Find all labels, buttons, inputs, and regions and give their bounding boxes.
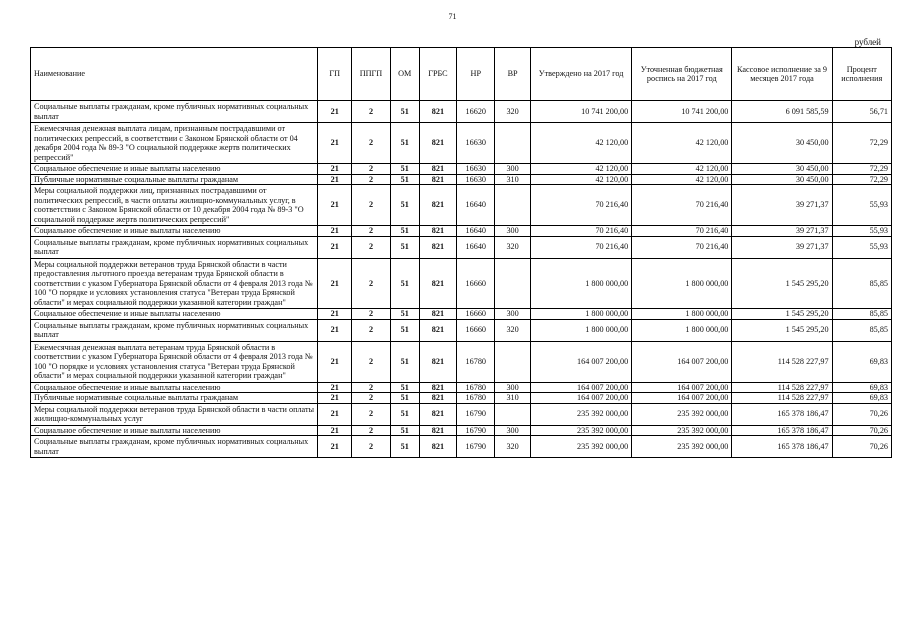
cell-cash: 114 528 227,97: [732, 393, 832, 404]
cell-name: Социальные выплаты гражданам, кроме публичных нормативных социальных выплат: [31, 101, 318, 123]
cell-ppgp: 2: [352, 226, 391, 237]
cell-name: Социальное обеспечение и иные выплаты населению: [31, 382, 318, 393]
cell-vr: 300: [495, 425, 531, 436]
cell-vr: [495, 123, 531, 164]
cell-cash: 30 450,00: [732, 174, 832, 185]
cell-cash: 114 528 227,97: [732, 341, 832, 382]
cell-name: Публичные нормативные социальные выплаты гражданам: [31, 174, 318, 185]
cell-percent: 69,83: [832, 382, 891, 393]
cell-grbs: 821: [419, 319, 457, 341]
cell-grbs: 821: [419, 236, 457, 258]
table-row: [31, 425, 892, 436]
cell-percent: 70,26: [832, 425, 891, 436]
cell-om: 51: [390, 123, 419, 164]
cell-om: 51: [390, 341, 419, 382]
cell-ppgp: 2: [352, 319, 391, 341]
cell-np: 16780: [457, 393, 495, 404]
cell-cash: 165 378 186,47: [732, 436, 832, 458]
cell-percent: 56,71: [832, 101, 891, 123]
cell-om: 51: [390, 174, 419, 185]
cell-om: 51: [390, 425, 419, 436]
cell-gp: 21: [318, 174, 352, 185]
budget-execution-table: [30, 47, 892, 458]
cell-np: 16790: [457, 403, 495, 425]
cell-approved: 42 120,00: [530, 164, 631, 175]
cell-grbs: 821: [419, 185, 457, 226]
cell-ppgp: 2: [352, 309, 391, 320]
cell-approved: 42 120,00: [530, 123, 631, 164]
cell-gp: 21: [318, 425, 352, 436]
cell-vr: 320: [495, 101, 531, 123]
cell-percent: 55,93: [832, 236, 891, 258]
cell-gp: 21: [318, 226, 352, 237]
header-om: ОМ: [390, 48, 419, 101]
cell-percent: 55,93: [832, 185, 891, 226]
cell-om: 51: [390, 236, 419, 258]
cell-cash: 1 545 295,20: [732, 319, 832, 341]
cell-refined: 70 216,40: [632, 226, 732, 237]
cell-om: 51: [390, 185, 419, 226]
header-cash: Кассовое исполнение за 9 месяцев 2017 года: [732, 48, 832, 101]
cell-np: 16660: [457, 258, 495, 309]
cell-np: 16780: [457, 382, 495, 393]
table-row: [31, 123, 892, 164]
header-ppgp: ППГП: [352, 48, 391, 101]
cell-gp: 21: [318, 164, 352, 175]
cell-refined: 10 741 200,00: [632, 101, 732, 123]
cell-ppgp: 2: [352, 185, 391, 226]
table-row: [31, 393, 892, 404]
cell-name: Меры социальной поддержки ветеранов труда Брянской области в части предоставления льготного проезда ветеранам труда Брянской области в соответствии с указом Губернатора Брянской области от 4 февраля 2013 года № 100 "О порядке и условиях установления статуса "Ветеран труда Брянской области" и мерах социальной поддержки указанной категории граждан": [31, 258, 318, 309]
cell-vr: [495, 403, 531, 425]
cell-refined: 235 392 000,00: [632, 436, 732, 458]
cell-np: 16640: [457, 226, 495, 237]
cell-np: 16780: [457, 341, 495, 382]
table-row: [31, 258, 892, 309]
cell-vr: 300: [495, 309, 531, 320]
cell-name: Социальные выплаты гражданам, кроме публичных нормативных социальных выплат: [31, 236, 318, 258]
cell-grbs: 821: [419, 425, 457, 436]
cell-name: Социальные выплаты гражданам, кроме публичных нормативных социальных выплат: [31, 436, 318, 458]
cell-grbs: 821: [419, 174, 457, 185]
cell-gp: 21: [318, 185, 352, 226]
cell-cash: 6 091 585,59: [732, 101, 832, 123]
cell-gp: 21: [318, 123, 352, 164]
budget-table-container: [30, 47, 892, 458]
cell-name: Меры социальной поддержки лиц, признанных пострадавшими от политических репрессий, в части оплаты жилищно-коммунальных услуг, в соответствии с Законом Брянской области от 10 декабря 2004 года № 89-3 "О социальной поддержке жертв политических репрессий": [31, 185, 318, 226]
header-approved: Утверждено на 2017 год: [530, 48, 631, 101]
cell-vr: 300: [495, 226, 531, 237]
cell-ppgp: 2: [352, 258, 391, 309]
cell-vr: 320: [495, 236, 531, 258]
cell-percent: 72,29: [832, 123, 891, 164]
cell-grbs: 821: [419, 436, 457, 458]
cell-vr: [495, 258, 531, 309]
cell-gp: 21: [318, 393, 352, 404]
cell-ppgp: 2: [352, 164, 391, 175]
cell-name: Ежемесячная денежная выплата лицам, признанным пострадавшими от политических репрессий, в соответствии с Законом Брянской области от 04 декабря 2004 года № 89-3 "О социальной поддержке жертв политических репрессий": [31, 123, 318, 164]
cell-vr: [495, 341, 531, 382]
table-row: [31, 382, 892, 393]
cell-np: 16630: [457, 164, 495, 175]
cell-cash: 39 271,37: [732, 226, 832, 237]
cell-refined: 42 120,00: [632, 123, 732, 164]
cell-name: Социальное обеспечение и иные выплаты населению: [31, 164, 318, 175]
cell-np: 16660: [457, 319, 495, 341]
cell-om: 51: [390, 226, 419, 237]
cell-np: 16640: [457, 185, 495, 226]
cell-grbs: 821: [419, 382, 457, 393]
cell-name: Социальное обеспечение и иные выплаты населению: [31, 309, 318, 320]
cell-vr: 300: [495, 382, 531, 393]
table-row: [31, 226, 892, 237]
cell-percent: 85,85: [832, 258, 891, 309]
cell-ppgp: 2: [352, 236, 391, 258]
cell-percent: 55,93: [832, 226, 891, 237]
cell-gp: 21: [318, 403, 352, 425]
cell-grbs: 821: [419, 309, 457, 320]
table-row: [31, 403, 892, 425]
cell-name: Ежемесячная денежная выплата ветеранам труда Брянской области в соответствии с указом Губернатора Брянской области от 4 февраля 2013 года № 100 "О порядке и условиях установления статуса "Ветеран труда Брянской области" и мерах социальной поддержки указанной категории граждан": [31, 341, 318, 382]
cell-cash: 39 271,37: [732, 185, 832, 226]
page-number: 71: [448, 12, 457, 21]
cell-grbs: 821: [419, 403, 457, 425]
header-gp: ГП: [318, 48, 352, 101]
cell-refined: 1 800 000,00: [632, 309, 732, 320]
cell-grbs: 821: [419, 258, 457, 309]
cell-om: 51: [390, 436, 419, 458]
cell-approved: 1 800 000,00: [530, 258, 631, 309]
header-row: [31, 48, 892, 101]
table-row: [31, 174, 892, 185]
cell-ppgp: 2: [352, 425, 391, 436]
cell-gp: 21: [318, 341, 352, 382]
cell-cash: 114 528 227,97: [732, 382, 832, 393]
table-row: [31, 236, 892, 258]
cell-om: 51: [390, 403, 419, 425]
cell-ppgp: 2: [352, 101, 391, 123]
cell-name: Социальное обеспечение и иные выплаты населению: [31, 425, 318, 436]
cell-percent: 70,26: [832, 403, 891, 425]
cell-vr: [495, 185, 531, 226]
cell-refined: 70 216,40: [632, 236, 732, 258]
cell-approved: 235 392 000,00: [530, 436, 631, 458]
cell-name: Публичные нормативные социальные выплаты гражданам: [31, 393, 318, 404]
cell-vr: 300: [495, 164, 531, 175]
cell-np: 16630: [457, 174, 495, 185]
cell-vr: 310: [495, 393, 531, 404]
cell-refined: 1 800 000,00: [632, 319, 732, 341]
cell-np: 16640: [457, 236, 495, 258]
cell-grbs: 821: [419, 164, 457, 175]
cell-gp: 21: [318, 319, 352, 341]
cell-ppgp: 2: [352, 393, 391, 404]
cell-name: Социальные выплаты гражданам, кроме публичных нормативных социальных выплат: [31, 319, 318, 341]
cell-name: Социальное обеспечение и иные выплаты населению: [31, 226, 318, 237]
cell-refined: 164 007 200,00: [632, 341, 732, 382]
cell-cash: 39 271,37: [732, 236, 832, 258]
header-percent: Процент исполнения: [832, 48, 891, 101]
cell-ppgp: 2: [352, 382, 391, 393]
cell-name: Меры социальной поддержки ветеранов труда Брянской области в части оплаты жилищно-коммунальных услуг: [31, 403, 318, 425]
cell-om: 51: [390, 164, 419, 175]
cell-refined: 42 120,00: [632, 164, 732, 175]
cell-np: 16620: [457, 101, 495, 123]
cell-grbs: 821: [419, 393, 457, 404]
cell-om: 51: [390, 101, 419, 123]
cell-cash: 1 545 295,20: [732, 258, 832, 309]
cell-refined: 235 392 000,00: [632, 425, 732, 436]
cell-percent: 69,83: [832, 341, 891, 382]
table-row: [31, 164, 892, 175]
cell-refined: 1 800 000,00: [632, 258, 732, 309]
cell-percent: 69,83: [832, 393, 891, 404]
cell-refined: 235 392 000,00: [632, 403, 732, 425]
cell-np: 16790: [457, 425, 495, 436]
table-row: [31, 319, 892, 341]
cell-approved: 235 392 000,00: [530, 403, 631, 425]
cell-om: 51: [390, 258, 419, 309]
header-grbs: ГРБС: [419, 48, 457, 101]
cell-refined: 164 007 200,00: [632, 393, 732, 404]
header-np: НР: [457, 48, 495, 101]
table-row: [31, 341, 892, 382]
cell-approved: 10 741 200,00: [530, 101, 631, 123]
cell-np: 16630: [457, 123, 495, 164]
cell-om: 51: [390, 393, 419, 404]
cell-ppgp: 2: [352, 123, 391, 164]
cell-refined: 42 120,00: [632, 174, 732, 185]
cell-ppgp: 2: [352, 341, 391, 382]
header-refined: Уточненная бюджетная роспись на 2017 год: [632, 48, 732, 101]
cell-gp: 21: [318, 236, 352, 258]
cell-refined: 164 007 200,00: [632, 382, 732, 393]
cell-grbs: 821: [419, 101, 457, 123]
table-row: [31, 436, 892, 458]
cell-grbs: 821: [419, 123, 457, 164]
cell-percent: 72,29: [832, 164, 891, 175]
cell-approved: 70 216,40: [530, 236, 631, 258]
cell-om: 51: [390, 319, 419, 341]
cell-ppgp: 2: [352, 436, 391, 458]
cell-cash: 30 450,00: [732, 123, 832, 164]
cell-om: 51: [390, 382, 419, 393]
table-row: [31, 101, 892, 123]
cell-approved: 1 800 000,00: [530, 309, 631, 320]
cell-approved: 70 216,40: [530, 226, 631, 237]
table-row: [31, 185, 892, 226]
cell-ppgp: 2: [352, 403, 391, 425]
cell-approved: 164 007 200,00: [530, 382, 631, 393]
cell-vr: 310: [495, 174, 531, 185]
cell-vr: 320: [495, 319, 531, 341]
cell-approved: 235 392 000,00: [530, 425, 631, 436]
cell-np: 16790: [457, 436, 495, 458]
cell-gp: 21: [318, 101, 352, 123]
cell-grbs: 821: [419, 341, 457, 382]
cell-approved: 164 007 200,00: [530, 393, 631, 404]
cell-percent: 72,29: [832, 174, 891, 185]
cell-gp: 21: [318, 382, 352, 393]
cell-gp: 21: [318, 258, 352, 309]
cell-percent: 70,26: [832, 436, 891, 458]
cell-percent: 85,85: [832, 319, 891, 341]
cell-grbs: 821: [419, 226, 457, 237]
header-vr: ВР: [495, 48, 531, 101]
cell-approved: 70 216,40: [530, 185, 631, 226]
cell-ppgp: 2: [352, 174, 391, 185]
cell-gp: 21: [318, 436, 352, 458]
cell-np: 16660: [457, 309, 495, 320]
header-name: Наименование: [31, 48, 318, 101]
cell-vr: 320: [495, 436, 531, 458]
cell-percent: 85,85: [832, 309, 891, 320]
cell-om: 51: [390, 309, 419, 320]
cell-approved: 42 120,00: [530, 174, 631, 185]
cell-approved: 1 800 000,00: [530, 319, 631, 341]
cell-cash: 165 378 186,47: [732, 403, 832, 425]
table-row: [31, 309, 892, 320]
cell-cash: 165 378 186,47: [732, 425, 832, 436]
cell-cash: 30 450,00: [732, 164, 832, 175]
cell-approved: 164 007 200,00: [530, 341, 631, 382]
cell-gp: 21: [318, 309, 352, 320]
unit-label: рублей: [854, 37, 881, 47]
cell-refined: 70 216,40: [632, 185, 732, 226]
cell-cash: 1 545 295,20: [732, 309, 832, 320]
